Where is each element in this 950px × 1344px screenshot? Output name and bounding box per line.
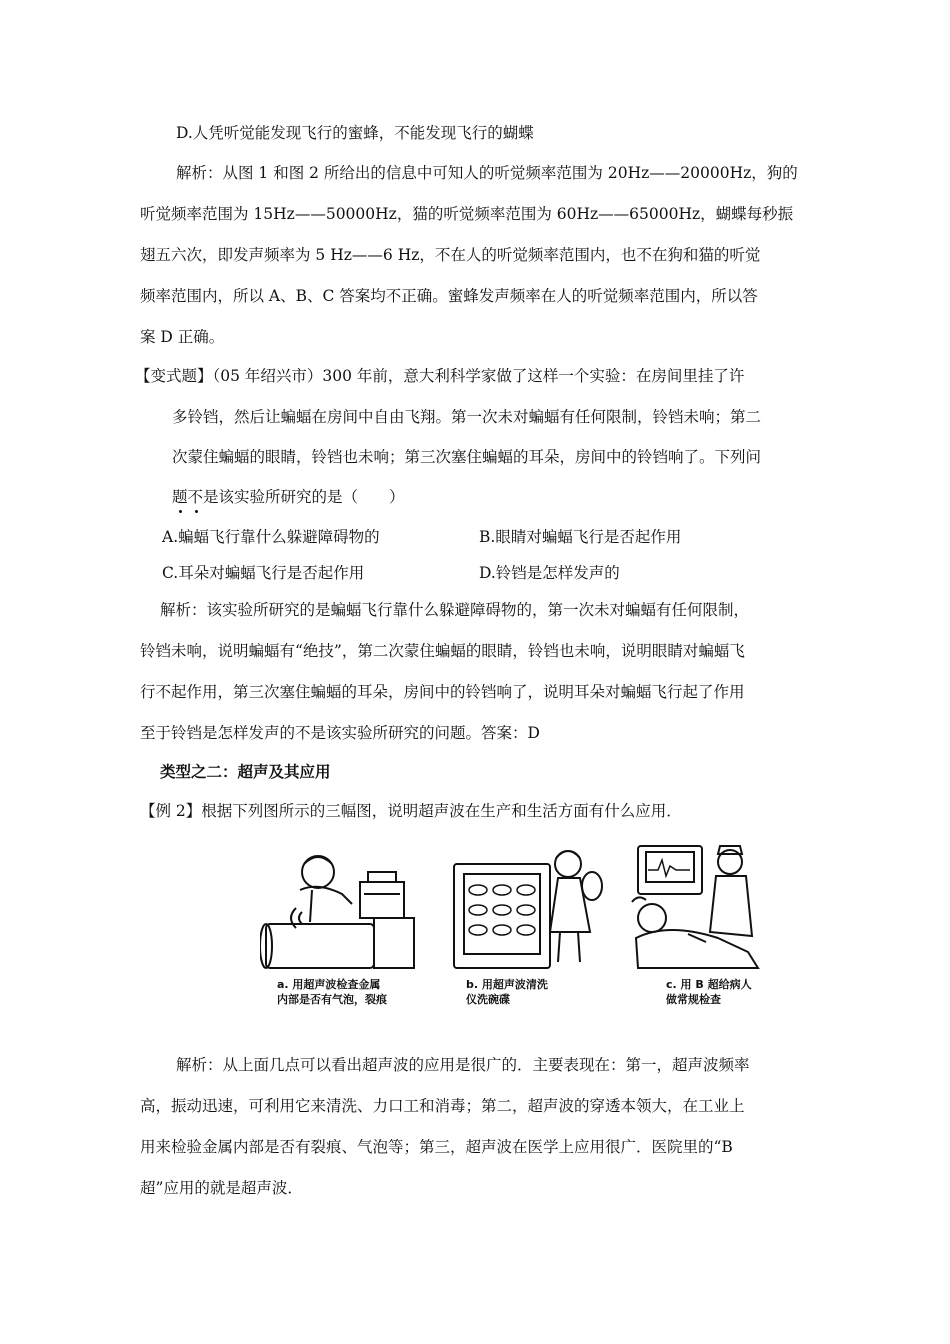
figure-a-caption: a. 用超声波检查金属 (277, 978, 381, 991)
analysis-line: 翅五六次，即发声频率为 5 Hz——6 Hz，不在人的听觉频率范围内，也不在狗和猫的听觉 (140, 246, 761, 264)
section-heading: 类型之二：超声及其应用 (160, 763, 331, 781)
analysis-line: 频率范围内，所以 A、B、C 答案均不正确。蜜蜂发声频率在人的听觉频率范围内，所以答 (140, 287, 758, 305)
figure-c-caption: c. 用 B 超给病人 (666, 978, 752, 991)
option-d-text: D.人凭听觉能发现飞行的蜜蜂，不能发现飞行的蝴蝶 (176, 124, 534, 142)
example-question: 【例 2】根据下列图所示的三幅图，说明超声波在生产和生活方面有什么应用． (140, 802, 682, 820)
variant-question-line: 题不是该实验所研究的是（ ） (172, 488, 405, 506)
analysis-line: 解析：该实验所研究的是蝙蝠飞行靠什么躲避障碍物的，第一次未对蝙蝠有任何限制， (160, 601, 750, 619)
option-c: C.耳朵对蝙蝠飞行是否起作用 (162, 564, 365, 582)
option-a: A.蝙蝠飞行靠什么躲避障碍物的 (162, 528, 380, 546)
analysis-line: 超”应用的就是超声波． (140, 1179, 303, 1197)
figure-c-illustration (628, 842, 778, 974)
figure-c-caption: 做常规检查 (666, 993, 721, 1006)
variant-question-line: 次蒙住蝙蝠的眼睛，铃铛也未响；第三次塞住蝙蝠的耳朵，房间中的铃铛响了。下列问 (172, 448, 762, 466)
analysis-line: 高，振动迅速，可利用它来清洗、力口工和消毒；第二，超声波的穿透本领大，在工业上 (140, 1097, 745, 1115)
analysis-line: 案 D 正确。 (140, 328, 225, 346)
option-b: B.眼睛对蝙蝠飞行是否起作用 (479, 528, 682, 546)
analysis-line: 行不起作用，第三次塞住蝙蝠的耳朵，房间中的铃铛响了，说明耳朵对蝙蝠飞行起了作用 (140, 683, 745, 701)
emphasis-dot (195, 510, 198, 513)
analysis-line: 用来检验金属内部是否有裂痕、气泡等；第三，超声波在医学上应用很广．医院里的“B (140, 1138, 733, 1156)
analysis-line: 听觉频率范围为 15Hz——50000Hz，猫的听觉频率范围为 60Hz——65000Hz，蝴蝶每秒振 (140, 205, 794, 223)
option-d: D.铃铛是怎样发声的 (479, 564, 620, 582)
analysis-line: 解析：从上面几点可以看出超声波的应用是很广的．主要表现在：第一，超声波频率 (176, 1056, 750, 1074)
analysis-line: 铃铛未响，说明蝙蝠有“绝技”，第二次蒙住蝙蝠的眼睛，铃铛也未响，说明眼睛对蝙蝠飞 (140, 642, 745, 660)
figure-a-illustration (260, 842, 420, 974)
figure-b-caption: 仪洗碗碟 (466, 993, 510, 1006)
figure-b-caption: b. 用超声波清洗 (466, 978, 548, 991)
variant-question-line: 【变式题】（05 年绍兴市）300 年前，意大利科学家做了这样一个实验：在房间里挂了许 (135, 367, 745, 385)
analysis-line: 解析：从图 1 和图 2 所给出的信息中可知人的听觉频率范围为 20Hz——20000Hz，狗的 (176, 164, 798, 182)
figure-b-illustration (450, 842, 610, 974)
analysis-line: 至于铃铛是怎样发声的不是该实验所研究的问题。答案：D (140, 724, 540, 742)
figure-a-caption: 内部是否有气泡，裂痕 (277, 993, 387, 1006)
variant-question-line: 多铃铛，然后让蝙蝠在房间中自由飞翔。第一次未对蝙蝠有任何限制，铃铛未响；第二 (172, 408, 762, 426)
emphasis-dot (179, 510, 182, 513)
